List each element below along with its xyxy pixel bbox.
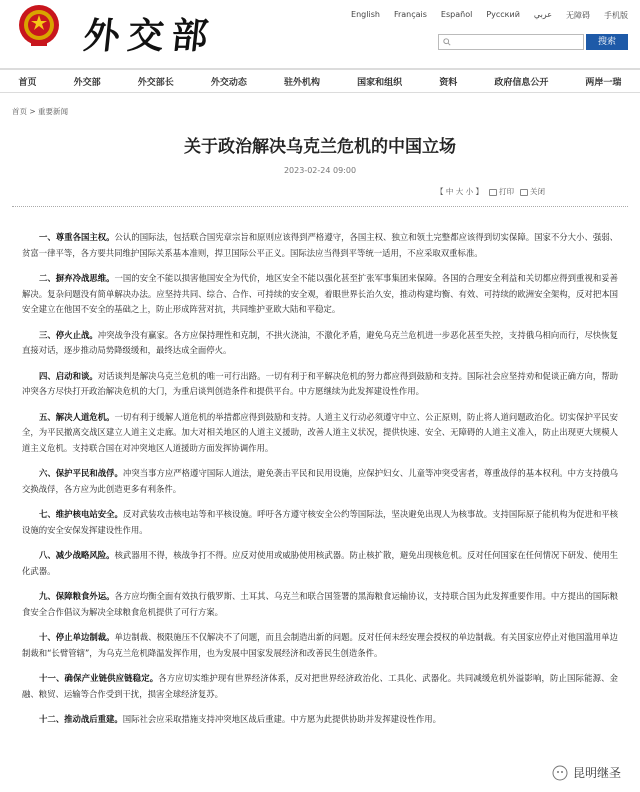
article-title: 关于政治解决乌克兰危机的中国立场 — [184, 137, 456, 157]
divider — [12, 206, 628, 207]
main-nav — [0, 68, 640, 93]
print-button[interactable] — [489, 186, 514, 197]
close-label: 关闭 — [530, 187, 546, 196]
font-size-switcher[interactable]: 【 中 大 小 】 — [436, 187, 484, 196]
language-links — [351, 10, 628, 21]
lang-spanish[interactable]: Español — [440, 10, 473, 19]
printer-icon — [489, 189, 497, 196]
mobile-link[interactable]: 手机版 — [604, 11, 628, 20]
paragraph: 九、保障粮食外运。各方应均衡全面有效执行俄罗斯、土耳其、乌克兰和联合国签署的黑海粮食运输协议，支持联合国为此发挥重要作用。中方提出的国际粮食安全合作倡议为解决全球粮食危机提供了可行方案。 — [22, 591, 619, 617]
paragraph: 十二、推动战后重建。国际社会应采取措施支持冲突地区战后重建。中方愿为此提供协助并发挥建设性作用。 — [39, 714, 441, 724]
nav-missions[interactable]: 驻外机构 — [283, 77, 320, 88]
close-button[interactable] — [520, 186, 545, 197]
lang-french[interactable]: Français — [393, 10, 427, 19]
print-label: 打印 — [499, 187, 515, 196]
nav-ministry[interactable]: 外交部 — [73, 77, 101, 88]
site-header — [0, 0, 640, 66]
nav-minister[interactable]: 外交部长 — [137, 77, 174, 88]
lang-english[interactable]: English — [351, 10, 380, 19]
lang-arabic[interactable]: عربي — [533, 10, 552, 19]
article-date: 2023-02-24 09:00 — [283, 166, 357, 175]
search-button[interactable]: 搜索 — [586, 34, 628, 50]
ministry-logo[interactable]: 外交部 — [81, 15, 218, 57]
close-icon — [520, 189, 528, 196]
nav-activities[interactable]: 外交动态 — [210, 77, 247, 88]
paragraph: 六、保护平民和战俘。冲突当事方应严格遵守国际人道法，避免袭击平民和民用设施，应保护妇女、儿童等冲突受害者，尊重战俘的基本权利。中方支持俄乌交换战俘，各方应为此创造更多有利条件。 — [22, 468, 619, 494]
nav-countries[interactable]: 国家和组织 — [357, 77, 403, 88]
search-bar — [438, 34, 628, 50]
lang-russian[interactable]: Русский — [486, 10, 520, 19]
paragraph: 三、停火止战。冲突战争没有赢家。各方应保持理性和克制，不拱火浇油，不激化矛盾，避免乌克兰危机进一步恶化甚至失控，支持俄乌相向而行，尽快恢复直接对话，逐步推动局势降级缓和，最终达成全面停火。 — [22, 329, 619, 355]
search-input[interactable] — [438, 34, 584, 50]
nav-disclosure[interactable]: 政府信息公开 — [494, 77, 549, 88]
nav-cross-strait[interactable]: 两岸一瑞 — [585, 77, 622, 88]
watermark — [549, 763, 624, 782]
paragraph: 五、解决人道危机。一切有利于缓解人道危机的举措都应得到鼓励和支持。人道主义行动必须遵守中立、公正原则，防止将人道问题政治化。切实保护平民安全，为平民撤离交战区建立人道主义走廊。加大对相关地区的人道主义援助，改善人道主义状况，提供快速、安全、无障碍的人道主义准入，防止出现更大规模人道主义危机。支持联合国在对冲突地区人道援助方面发挥协调作用。 — [22, 411, 619, 453]
breadcrumb[interactable]: 首页 > 重要新闻 — [12, 107, 69, 116]
paragraph: 一、尊重各国主权。公认的国际法，包括联合国宪章宗旨和原则应该得到严格遵守，各国主权、独立和领土完整都应该得到切实保障。国家不分大小、强弱、贫富一律平等，各方要共同维护国际关系基本准则，捍卫国际公平正义。国际法应当得到平等统一适用，不应采取双重标准。 — [22, 232, 619, 258]
paragraph: 八、减少战略风险。核武器用不得，核战争打不得。应反对使用或威胁使用核武器。防止核扩散，避免出现核危机。反对任何国家在任何情况下研发、使用生化武器。 — [22, 550, 619, 576]
nav-home[interactable]: 首页 — [18, 77, 37, 88]
paragraph: 七、维护核电站安全。反对武装攻击核电站等和平核设施。呼吁各方遵守核安全公约等国际法，坚决避免出现人为核事故。支持国际原子能机构为促进和平核设施的安全安保发挥建设性作用。 — [22, 509, 619, 535]
paragraph: 十一、确保产业链供应链稳定。各方应切实维护现有世界经济体系，反对把世界经济政治化、工具化、武器化。共同减缓危机外溢影响，防止国际能源、金融、粮贸、运输等合作受到干扰，损害全球经济复苏。 — [22, 673, 618, 699]
paragraph: 二、摒弃冷战思维。一国的安全不能以损害他国安全为代价，地区安全不能以强化甚至扩张军事集团来保障。各国的合理安全利益和关切都应得到重视和妥善解决。复杂问题没有简单解决办法。应坚持共同、综合、合作、可持续的安全观，着眼世界长治久安，推动构建均衡、有效、可持续的欧洲安全架构，反对把本国安全建立在他国不安全的基础之上，防止形成阵营对抗，共同维护亚欧大陆和平稳定。 — [22, 273, 619, 314]
watermark-text: 昆明继圣 — [572, 766, 621, 780]
wechat-icon — [552, 765, 568, 781]
paragraph: 四、启动和谈。对话谈判是解决乌克兰危机的唯一可行出路。一切有利于和平解决危机的努力都应得到鼓励和支持。国际社会应坚持劝和促谈正确方向，帮助冲突各方尽快打开政治解决危机的大门，为重启谈判创造条件和提供平台。中方愿继续为此发挥建设性作用。 — [22, 370, 619, 396]
accessibility-link[interactable]: 无障碍 — [566, 11, 590, 20]
nav-resources[interactable]: 资料 — [439, 77, 458, 88]
article-body — [22, 230, 618, 738]
national-emblem-icon — [18, 4, 60, 48]
paragraph: 十、停止单边制裁。单边制裁、极限施压不仅解决不了问题，而且会制造出新的问题。反对任何未经安理会授权的单边制裁。有关国家应停止对他国滥用单边制裁和“长臂管辖”，为乌克兰危机降温发挥作用，也为发展中国家发展经济和改善民生创造条件。 — [22, 632, 619, 658]
search-icon — [443, 38, 451, 46]
article-tools — [436, 186, 545, 197]
